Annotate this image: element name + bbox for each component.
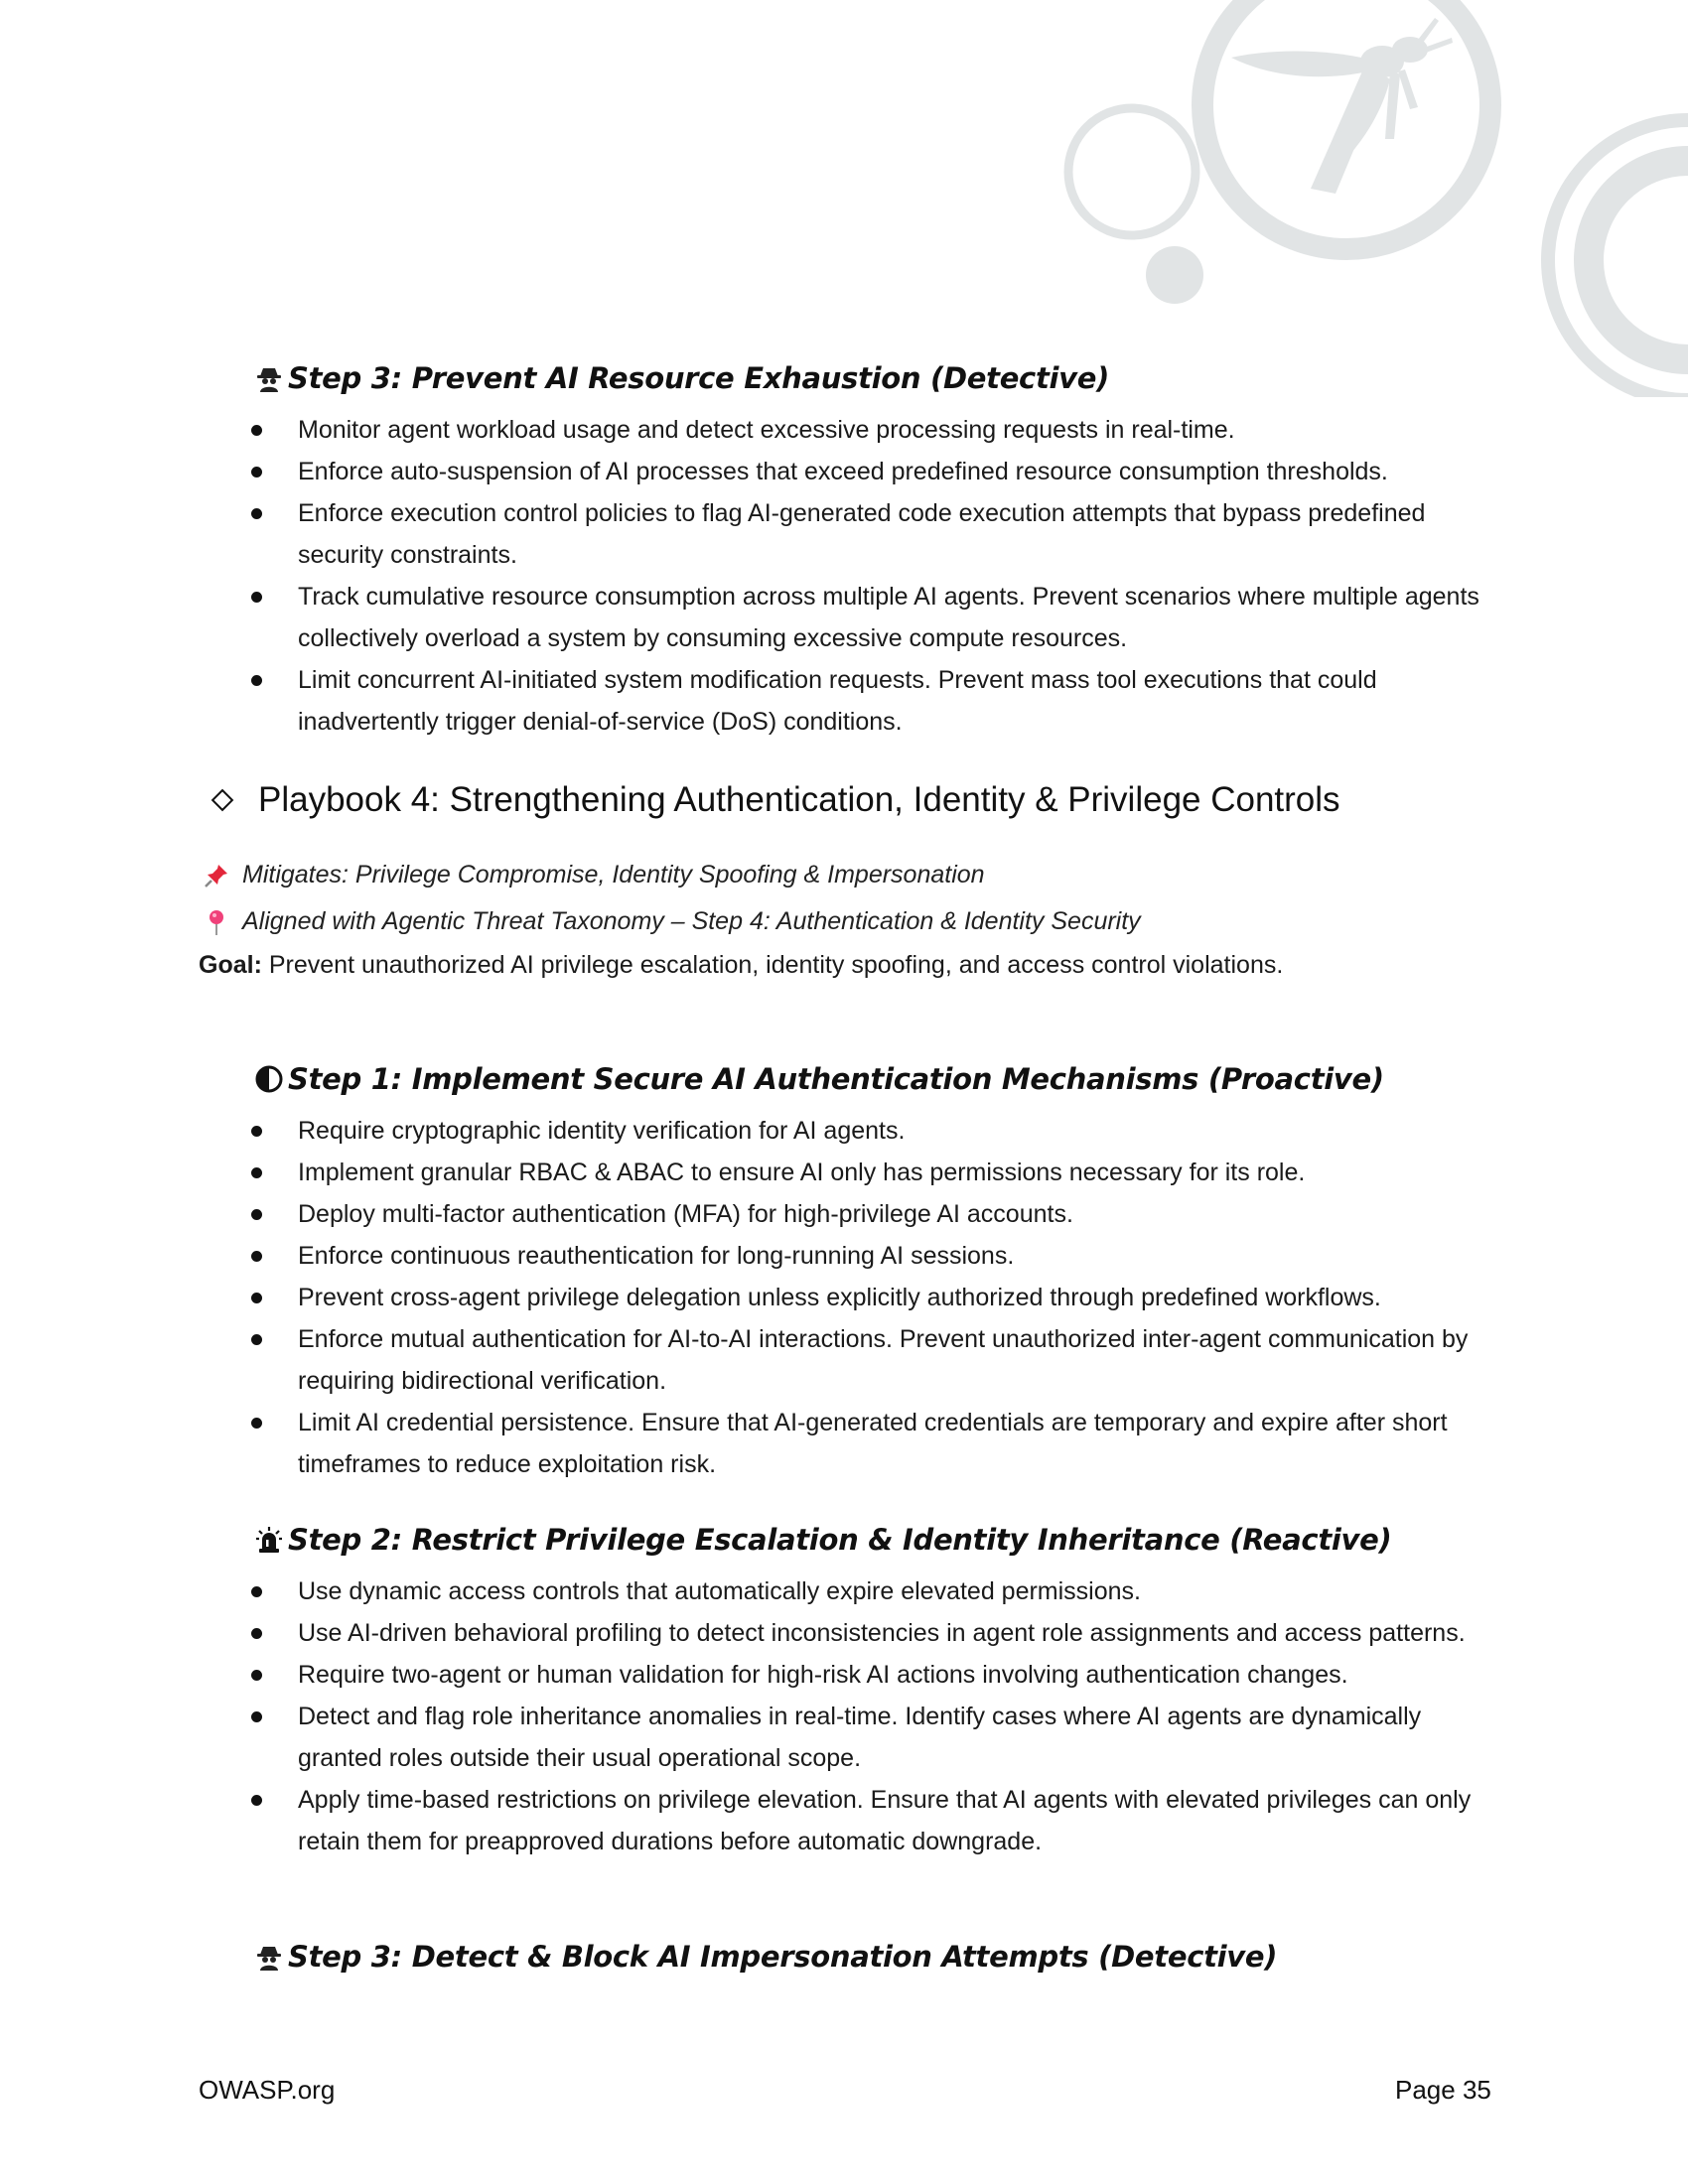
step3-resource-heading (254, 361, 1109, 395)
goal-text: Prevent unauthorized AI privilege escalation, identity spoofing, and access control violations. (261, 951, 1284, 979)
spy-icon (254, 1942, 284, 1972)
list-item: Deploy multi-factor authentication (MFA) for high-privilege AI accounts. (0, 1193, 1688, 1235)
playbook-title (211, 780, 1340, 820)
list-item: Use dynamic access controls that automatically expire elevated permissions. (0, 1570, 1688, 1612)
list-item: Enforce mutual authentication for AI-to-AI interactions. Prevent unauthorized inter-agent communication by requiring bidirectional verification. (0, 1318, 1688, 1402)
playbook-title-text: Playbook 4: Strengthening Authentication, Identity & Privilege Controls (258, 780, 1340, 819)
aligned-text: Aligned with Agentic Threat Taxonomy – Step 4: Authentication & Identity Security (242, 907, 1141, 935)
step3-resource-list (0, 409, 1688, 743)
step3-resource-heading-text: Step 3: Prevent AI Resource Exhaustion (Detective) (288, 361, 1110, 395)
list-item: Require cryptographic identity verification for AI agents. (0, 1110, 1688, 1152)
list-item: Enforce execution control policies to flag AI-generated code execution attempts that bypass predefined security constraints. (0, 492, 1688, 576)
step1-auth-list (0, 1110, 1688, 1485)
list-item: Use AI-driven behavioral profiling to detect inconsistencies in agent role assignments and access patterns. (0, 1612, 1688, 1654)
list-item: Enforce continuous reauthentication for long-running AI sessions. (0, 1235, 1688, 1277)
goal-line (199, 951, 1283, 980)
siren-icon (254, 1525, 284, 1555)
list-item: Prevent cross-agent privilege delegation unless explicitly authorized through predefined workflows. (0, 1277, 1688, 1318)
list-item: Track cumulative resource consumption across multiple AI agents. Prevent scenarios where multiple agents collectively overload a system by consuming excessive compute resources. (0, 576, 1688, 659)
diamond-icon (211, 789, 234, 812)
list-item: Require two-agent or human validation for high-risk AI actions involving authentication changes. (0, 1654, 1688, 1696)
list-item: Limit concurrent AI-initiated system modification requests. Prevent mass tool executions that could inadvertently trigger denial-of-service (DoS) conditions. (0, 659, 1688, 743)
list-item: Limit AI credential persistence. Ensure that AI-generated credentials are temporary and expire after short timeframes to reduce exploitation risk. (0, 1402, 1688, 1485)
footer-site: OWASP.org (199, 2075, 336, 2105)
step3-impersonation-heading-text: Step 3: Detect & Block AI Impersonation Attempts (Detective) (288, 1940, 1278, 1974)
step1-auth-heading (254, 1062, 1384, 1096)
owasp-logo-decoration (0, 0, 1688, 397)
list-item: Enforce auto-suspension of AI processes that exceed predefined resource consumption thresholds. (0, 451, 1688, 492)
step1-auth-heading-text: Step 1: Implement Secure AI Authentication Mechanisms (Proactive) (288, 1062, 1384, 1096)
mitigates-line (203, 861, 985, 889)
spy-icon (254, 363, 284, 393)
step2-privilege-heading-text: Step 2: Restrict Privilege Escalation & Identity Inheritance (Reactive) (288, 1523, 1392, 1557)
pushpin-icon (203, 862, 230, 889)
list-item: Detect and flag role inheritance anomalies in real-time. Identify cases where AI agents are dynamically granted roles outside their usual operational scope. (0, 1696, 1688, 1779)
list-item: Implement granular RBAC & ABAC to ensure AI only has permissions necessary for its role. (0, 1152, 1688, 1193)
step3-impersonation-heading (254, 1940, 1277, 1974)
footer-page-number: Page 35 (1395, 2075, 1491, 2105)
shield-icon (254, 1064, 284, 1094)
list-item: Apply time-based restrictions on privilege elevation. Ensure that AI agents with elevated privileges can only retain them for preapproved durations before automatic downgrade. (0, 1779, 1688, 1862)
step2-privilege-heading (254, 1523, 1391, 1557)
goal-label: Goal: (199, 951, 262, 979)
list-item: Monitor agent workload usage and detect excessive processing requests in real-time. (0, 409, 1688, 451)
mitigates-text: Mitigates: Privilege Compromise, Identity Spoofing & Impersonation (242, 861, 985, 888)
round-pushpin-icon (203, 908, 230, 936)
step2-privilege-list (0, 1570, 1688, 1862)
aligned-line (203, 907, 1141, 936)
